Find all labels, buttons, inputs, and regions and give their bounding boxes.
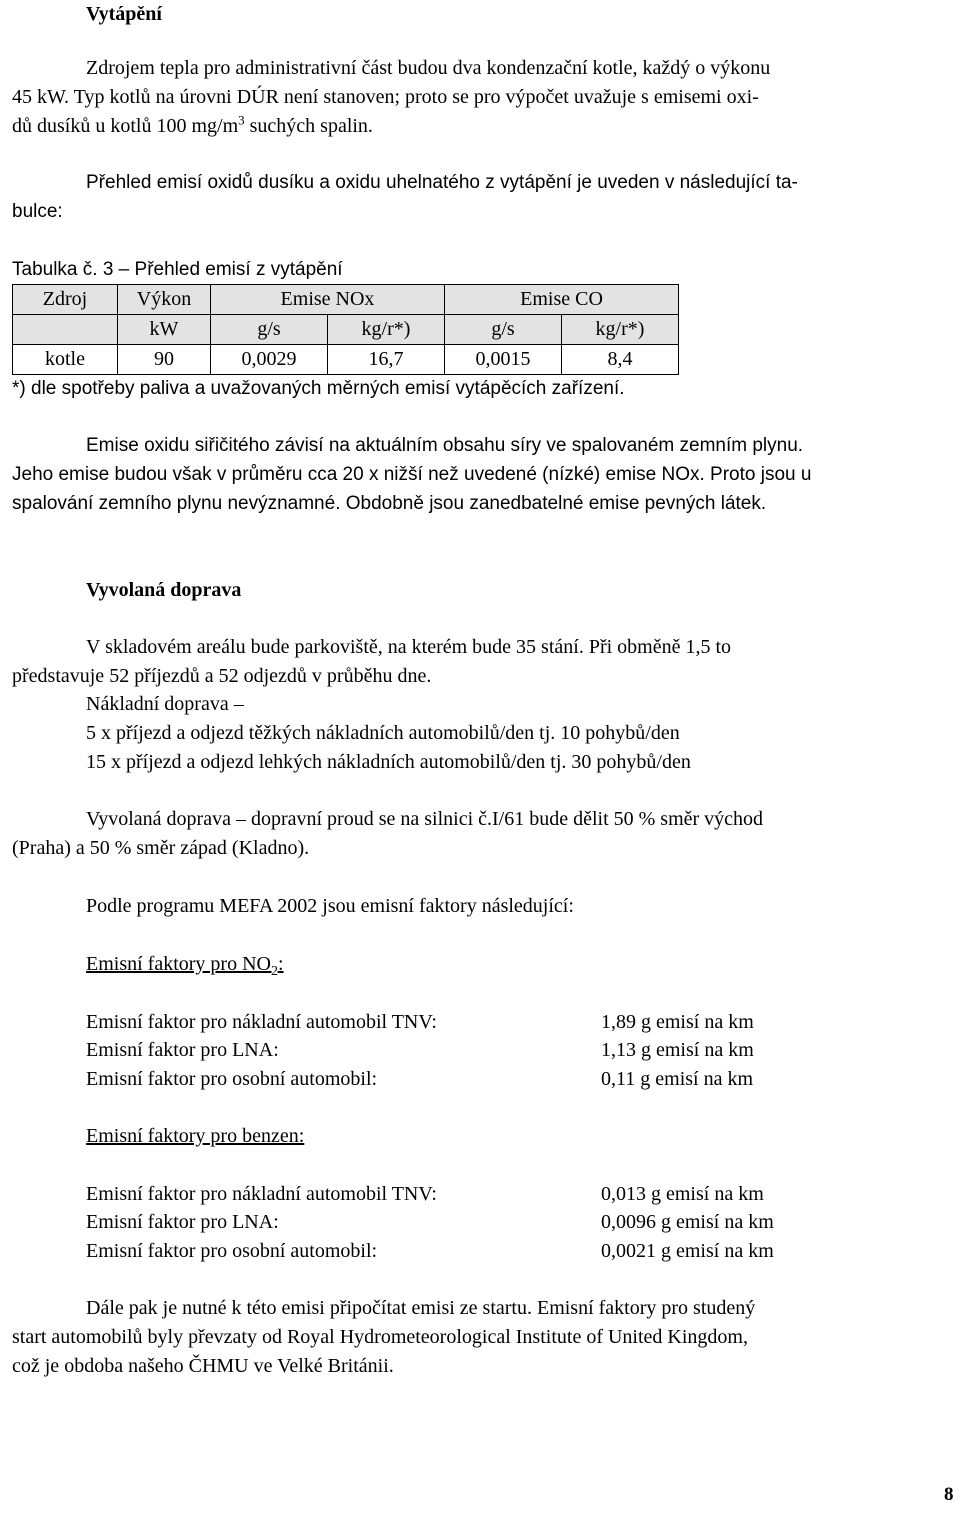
page-number: 8 xyxy=(944,1484,954,1505)
traffic-line1: V skladovém areálu bude parkoviště, na kterém bude 35 stání. Při obměně 1,5 to xyxy=(86,636,732,658)
benzene-factor-row xyxy=(86,1208,806,1237)
heating-para-line2: 45 kW. Typ kotlů na úrovni DÚR není stanoven; proto se pro výpočet uvažuje s emisemi oxi- xyxy=(12,86,759,108)
unit-empty xyxy=(13,315,118,345)
sulfur-para-line3: spalování zemního plynu nevýznamné. Obdobně jsou zanedbatelné emise pevných látek. xyxy=(12,493,767,514)
cell-power: 90 xyxy=(118,345,211,375)
subscript: 2 xyxy=(270,964,278,979)
factor-value: 0,0096 g emisí na km xyxy=(601,1211,774,1233)
no2-factor-row xyxy=(86,1065,806,1094)
overview-para-line2: bulce: xyxy=(12,201,63,222)
sulfur-para-line2: Jeho emise budou však v průměru cca 20 x nižší než uvedené (nízké) emise NOx. Proto jsou u xyxy=(12,464,812,485)
heating-para-line3-end: suchých spalin. xyxy=(244,115,373,137)
mefa-intro: Podle programu MEFA 2002 jsou emisní faktory následující: xyxy=(86,895,574,917)
header-co: Emise CO xyxy=(445,285,679,315)
factor-label: Emisní faktor pro LNA: xyxy=(86,1039,279,1061)
factor-value: 1,13 g emisí na km xyxy=(601,1039,754,1061)
no2-heading-colon: : xyxy=(277,953,284,975)
no2-heading-text: Emisní faktory pro NO xyxy=(86,953,271,975)
table-unit-row xyxy=(13,315,679,345)
header-nox: Emise NOx xyxy=(211,285,445,315)
heating-para-line1: Zdrojem tepla pro administrativní část budou dva kondenzační kotle, každý o výkonu xyxy=(86,57,771,79)
factor-label: Emisní faktor pro nákladní automobil TNV: xyxy=(86,1183,437,1205)
table-header-row xyxy=(13,285,679,315)
header-power: Výkon xyxy=(118,285,211,315)
traffic-line4: 5 x příjezd a odjezd těžkých nákladních automobilů/den tj. 10 pohybů/den xyxy=(86,722,680,744)
cell-co-kgr: 8,4 xyxy=(562,345,679,375)
start-para-line1: Dále pak je nutné k této emisi připočítat emisi ze startu. Emisní faktory pro studený xyxy=(86,1297,756,1319)
traffic-line2: představuje 52 příjezdů a 52 odjezdů v průběhu dne. xyxy=(12,665,432,687)
table-note: *) dle spotřeby paliva a uvažovaných měrných emisí vytápěcích zařízení. xyxy=(12,378,625,399)
traffic-line3: Nákladní doprava – xyxy=(86,693,244,715)
factor-value: 0,11 g emisí na km xyxy=(601,1068,754,1090)
unit-co-gs: g/s xyxy=(445,315,562,345)
emissions-table xyxy=(12,284,679,375)
cell-nox-kgr: 16,7 xyxy=(328,345,445,375)
start-para-line3: což je obdoba našeho ČHMU ve Velké Británii. xyxy=(12,1355,394,1377)
traffic-line6: Vyvolaná doprava – dopravní proud se na silnici č.I/61 bude dělit 50 % směr východ xyxy=(86,808,764,830)
factor-label: Emisní faktor pro nákladní automobil TNV: xyxy=(86,1011,437,1033)
header-source: Zdroj xyxy=(13,285,118,315)
no2-heading xyxy=(86,950,284,979)
heating-para-line3-text: dů dusíků u kotlů 100 mg/m xyxy=(12,115,239,137)
heating-para-line3 xyxy=(12,112,373,141)
benzene-heading: Emisní faktory pro benzen: xyxy=(86,1125,305,1147)
factor-value: 0,013 g emisí na km xyxy=(601,1183,764,1205)
unit-co-kgr: kg/r*) xyxy=(562,315,679,345)
traffic-line5: 15 x příjezd a odjezd lehkých nákladních automobilů/den tj. 30 pohybů/den xyxy=(86,751,691,773)
no2-factor-row xyxy=(86,1008,806,1037)
heading-traffic: Vyvolaná doprava xyxy=(86,579,242,601)
benzene-factor-row xyxy=(86,1180,806,1209)
superscript: 3 xyxy=(238,112,245,128)
heading-heating: Vytápění xyxy=(86,3,162,25)
benzene-factor-row xyxy=(86,1237,806,1266)
cell-source: kotle xyxy=(13,345,118,375)
table-row xyxy=(13,345,679,375)
factor-value: 1,89 g emisí na km xyxy=(601,1011,754,1033)
cell-nox-gs: 0,0029 xyxy=(211,345,328,375)
traffic-line7: (Praha) a 50 % směr západ (Kladno). xyxy=(12,837,310,859)
unit-nox-gs: g/s xyxy=(211,315,328,345)
factor-label: Emisní faktor pro LNA: xyxy=(86,1211,279,1233)
factor-label: Emisní faktor pro osobní automobil: xyxy=(86,1240,378,1262)
unit-power: kW xyxy=(118,315,211,345)
no2-factor-row xyxy=(86,1036,806,1065)
table-caption xyxy=(12,255,343,284)
overview-para-line1: Přehled emisí oxidů dusíku a oxidu uhelnatého z vytápění je uveden v následující ta- xyxy=(86,172,798,193)
sulfur-para-line1: Emise oxidu siřičitého závisí na aktuálním obsahu síry ve spalovaném zemním plynu. xyxy=(86,435,804,456)
start-para-line2: start automobilů byly převzaty od Royal Hydrometeorological Institute of United Kingdom, xyxy=(12,1326,748,1348)
unit-nox-kgr: kg/r*) xyxy=(328,315,445,345)
cell-co-gs: 0,0015 xyxy=(445,345,562,375)
table-caption-text: Tabulka č. 3 – Přehled emisí z vytápění xyxy=(12,259,343,280)
factor-value: 0,0021 g emisí na km xyxy=(601,1240,774,1262)
factor-label: Emisní faktor pro osobní automobil: xyxy=(86,1068,378,1090)
